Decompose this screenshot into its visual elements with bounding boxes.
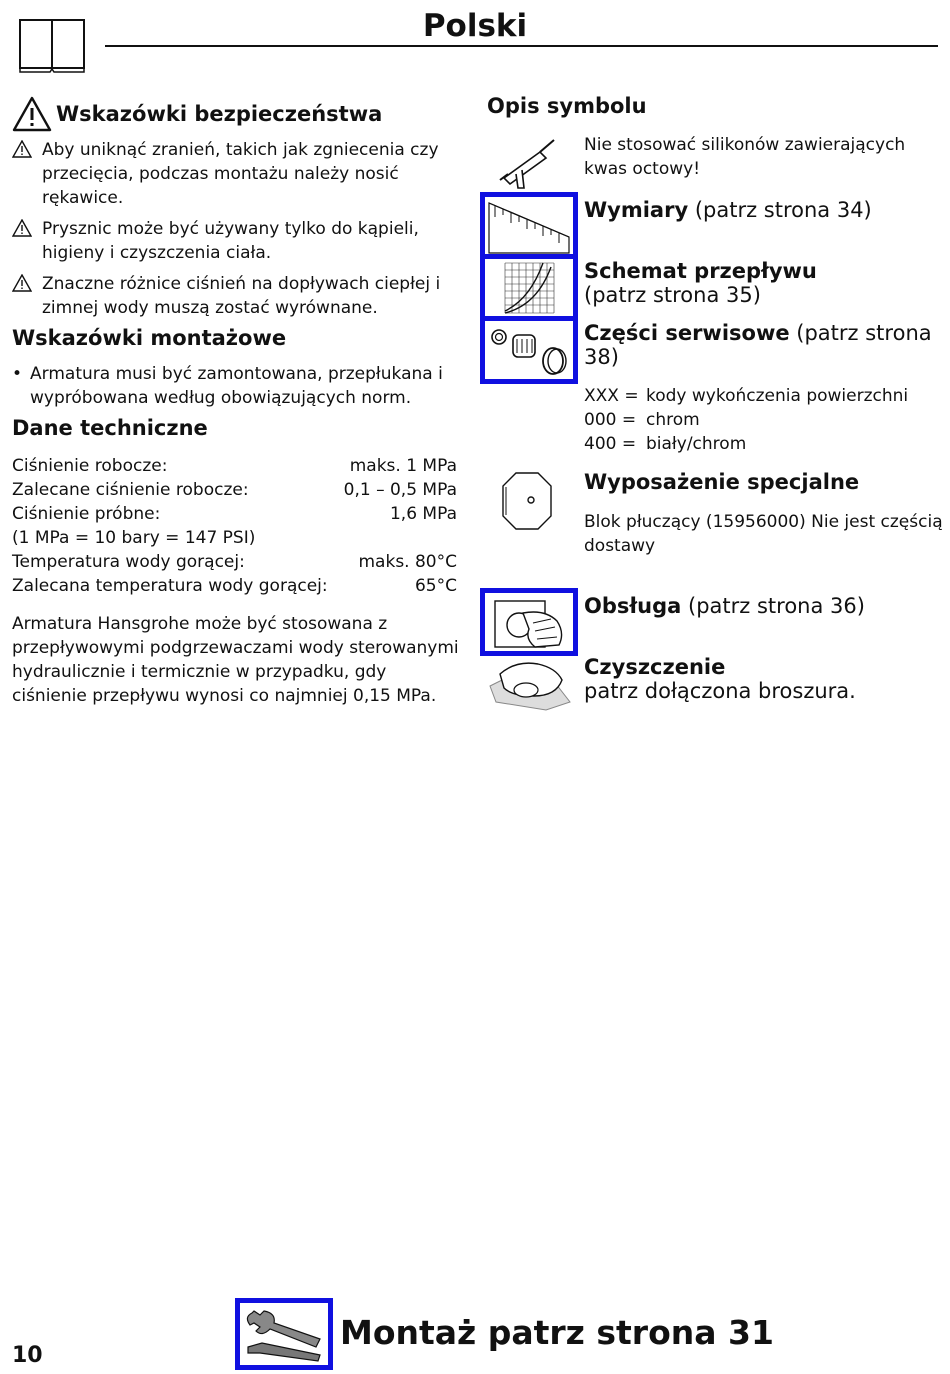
symbols-title: Opis symbolu — [487, 94, 647, 118]
technical-value: maks. 80°C — [358, 552, 457, 572]
technical-value: 65°C — [414, 576, 457, 596]
dimensions-bold: Wymiary — [584, 198, 689, 222]
flow-diagram-icon — [480, 254, 578, 322]
code-desc: kody wykończenia powierzchni — [646, 386, 909, 406]
operation-label — [584, 594, 865, 618]
special-text: Blok płuczący (15956000) Nie jest częścią dostawy — [584, 512, 943, 556]
technical-row — [12, 478, 457, 502]
hand-turn-knob-icon — [480, 588, 578, 656]
bullet: • — [12, 364, 23, 384]
technical-note: Armatura Hansgrohe może być stosowana z przepływowymi podgrzewaczami wody sterowanymi hydraulicznie i termicznie w przypadku, gdy ciśnienie przepływu wynosi co najmniej 0,15 MPa. — [12, 614, 459, 706]
wrench-screwdriver-icon — [235, 1298, 333, 1370]
operation-bold: Obsługa — [584, 594, 682, 618]
technical-label: (1 MPa = 10 bary = 147 PSI) — [12, 528, 256, 548]
left-column — [12, 96, 460, 708]
warning-small-icon — [12, 217, 32, 237]
code-desc: chrom — [646, 410, 700, 430]
code-row — [584, 432, 908, 456]
code-row — [584, 408, 908, 432]
service-parts-icon — [480, 316, 578, 384]
technical-row — [12, 526, 457, 550]
technical-label: Zalecane ciśnienie robocze: — [12, 480, 249, 500]
silicone-gun-icon — [496, 134, 562, 190]
safety-item-text: Znaczne różnice ciśnień na dopływach ciepłej i zimnej wody muszą zostać wyrównane. — [42, 274, 441, 318]
cleaning-title: Czyszczenie — [584, 655, 726, 679]
technical-row — [12, 550, 457, 574]
technical-label: Temperatura wody gorącej: — [12, 552, 245, 572]
codes-list — [584, 384, 908, 456]
operation-rest: (patrz strona 36) — [681, 594, 865, 618]
safety-item-text: Aby uniknąć zranień, takich jak zgniecenia czy przecięcia, podczas montażu należy nosić rękawice. — [42, 140, 439, 208]
safety-title: Wskazówki bezpieczeństwa — [56, 102, 383, 126]
warning-icon — [12, 96, 52, 132]
technical-title: Dane techniczne — [12, 416, 208, 440]
parts-bold: Części serwisowe — [584, 321, 790, 345]
dimensions-label — [584, 198, 872, 222]
technical-row — [12, 574, 457, 598]
flow-bold: Schemat przepływu — [584, 259, 817, 283]
page-number: 10 — [12, 1343, 43, 1368]
ruler-dimensions-icon — [480, 192, 578, 260]
page-title: Polski — [422, 8, 528, 44]
safety-item — [12, 272, 460, 320]
technical-label: Zalecana temperatura wody gorącej: — [12, 576, 328, 596]
technical-value: maks. 1 MPa — [349, 456, 457, 476]
parts-rest: (patrz strona 38) — [584, 321, 932, 369]
technical-value: 1,6 MPa — [389, 504, 457, 524]
flush-block-icon — [500, 470, 554, 532]
cleaning-cloth-hand-icon — [486, 656, 574, 712]
parts-label — [584, 321, 936, 369]
code-key: XXX = — [584, 386, 639, 406]
special-title: Wyposażenie specjalne — [584, 470, 860, 494]
warning-small-icon — [12, 272, 32, 292]
technical-row — [12, 502, 457, 526]
mounting-title: Wskazówki montażowe — [12, 326, 287, 350]
technical-value: 0,1 – 0,5 MPa — [343, 480, 457, 500]
cleaning-text: patrz dołączona broszura. — [584, 679, 856, 703]
safety-item — [12, 138, 460, 210]
safety-heading — [12, 96, 460, 132]
technical-label: Ciśnienie próbne: — [12, 504, 161, 524]
technical-row — [12, 454, 457, 478]
title-rule — [105, 45, 938, 47]
safety-item — [12, 217, 460, 265]
flow-label — [584, 259, 817, 307]
technical-table — [12, 454, 457, 598]
flow-rest: (patrz strona 35) — [584, 283, 761, 307]
silicone-text: Nie stosować silikonów zawierających kwas octowy! — [584, 135, 906, 179]
code-desc: biały/chrom — [646, 434, 747, 454]
code-row — [584, 384, 908, 408]
mounting-item — [12, 362, 460, 410]
cleaning-label — [584, 655, 856, 703]
warning-small-icon — [12, 138, 32, 158]
code-key: 400 = — [584, 434, 637, 454]
technical-label: Ciśnienie robocze: — [12, 456, 168, 476]
safety-item-text: Prysznic może być używany tylko do kąpieli, higieny i czyszczenia ciała. — [42, 219, 419, 263]
code-key: 000 = — [584, 410, 637, 430]
mounting-item-text: Armatura musi być zamontowana, przepłukana i wypróbowana według obowiązujących norm. — [30, 364, 443, 408]
montaz-reference: Montaż patrz strona 31 — [340, 1313, 774, 1352]
dimensions-rest: (patrz strona 34) — [688, 198, 872, 222]
